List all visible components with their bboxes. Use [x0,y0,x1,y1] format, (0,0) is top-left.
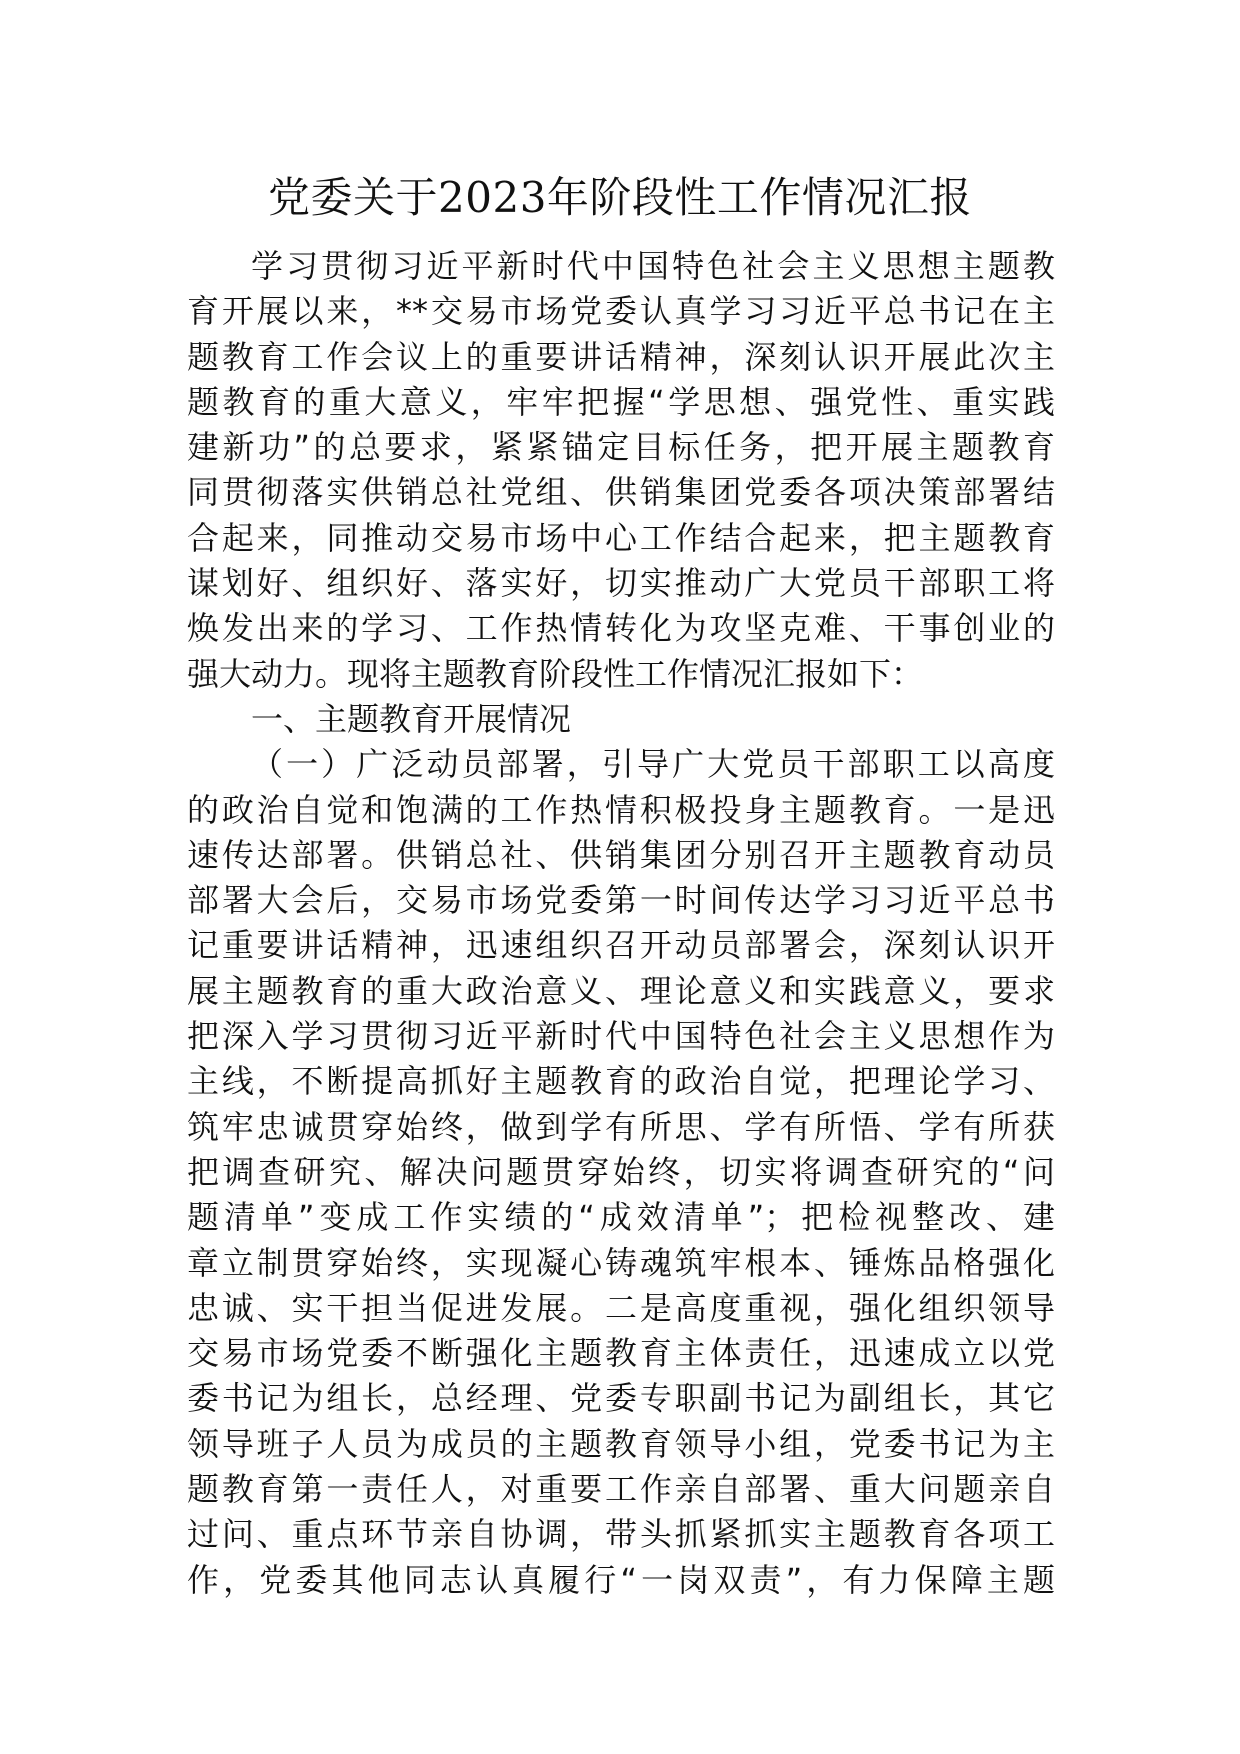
text-line: 焕发出来的学习、工作热情转化为攻坚克难、干事创业的 [187,609,1055,648]
text-line: 过问、重点环节亲自协调，带头抓紧抓实主题教育各项工 [187,1515,1055,1554]
text-line: 部署大会后，交易市场党委第一时间传达学习习近平总书 [187,881,1055,920]
text-line: 把深入学习贯彻习近平新时代中国特色社会主义思想作为 [187,1017,1055,1056]
text-line: 交易市场党委不断强化主题教育主体责任，迅速成立以党 [187,1334,1055,1373]
text-line: 题教育的重大意义，牢牢把握“学思想、强党性、重实践 [187,382,1055,421]
text-line: 速传达部署。供销总社、供销集团分别召开主题教育动员 [187,835,1055,874]
text-line: 领导班子人员为成员的主题教育领导小组，党委书记为主 [187,1424,1055,1463]
text-line: 同贯彻落实供销总社党组、供销集团党委各项决策部署结 [187,473,1055,512]
text-line: 学习贯彻习近平新时代中国特色社会主义思想主题教 [251,247,1055,285]
text-line: 强大动力。现将主题教育阶段性工作情况汇报如下： [187,654,924,693]
text-line: 把调查研究、解决问题贯穿始终，切实将调查研究的“问 [187,1152,1055,1191]
text-line: 委书记为组长，总经理、党委专职副书记为副组长，其它 [187,1379,1055,1418]
text-line: 章立制贯穿始终，实现凝心铸魂筑牢根本、锤炼品格强化 [187,1243,1055,1282]
text-line: 合起来，同推动交易市场中心工作结合起来，把主题教育 [187,518,1055,557]
text-line: 作，党委其他同志认真履行“一岗双责”，有力保障主题 [187,1560,1055,1599]
document-title: 党委关于2023年阶段性工作情况汇报 [268,173,972,222]
text-line: 记重要讲话精神，迅速组织召开动员部署会，深刻认识开 [187,926,1055,965]
text-line: 筑牢忠诚贯穿始终，做到学有所思、学有所悟、学有所获 [187,1107,1055,1146]
text-line: 展主题教育的重大政治意义、理论意义和实践意义，要求 [187,971,1055,1010]
text-line: 忠诚、实干担当促进发展。二是高度重视，强化组织领导 [187,1288,1055,1327]
text-line: 谋划好、组织好、落实好，切实推动广大党员干部职工将 [187,564,1055,603]
text-line: 题教育工作会议上的重要讲话精神，深刻认识开展此次主 [187,337,1055,376]
document-body [187,244,1055,1603]
text-line: 主线，不断提高抓好主题教育的政治自觉，把理论学习、 [187,1062,1055,1101]
text-line: 的政治自觉和饱满的工作热情积极投身主题教育。一是迅 [187,790,1055,829]
text-line: 题清单”变成工作实绩的“成效清单”；把检视整改、建 [187,1198,1055,1237]
section-heading: 一、主题教育开展情况 [251,699,572,738]
text-line: （一）广泛动员部署，引导广大党员干部职工以高度 [251,745,1055,784]
text-line: 建新功”的总要求，紧紧锚定目标任务，把开展主题教育 [187,428,1055,467]
text-line: 育开展以来，**交易市场党委认真学习习近平总书记在主 [187,292,1055,331]
text-line: 题教育第一责任人，对重要工作亲自部署、重大问题亲自 [187,1470,1055,1509]
